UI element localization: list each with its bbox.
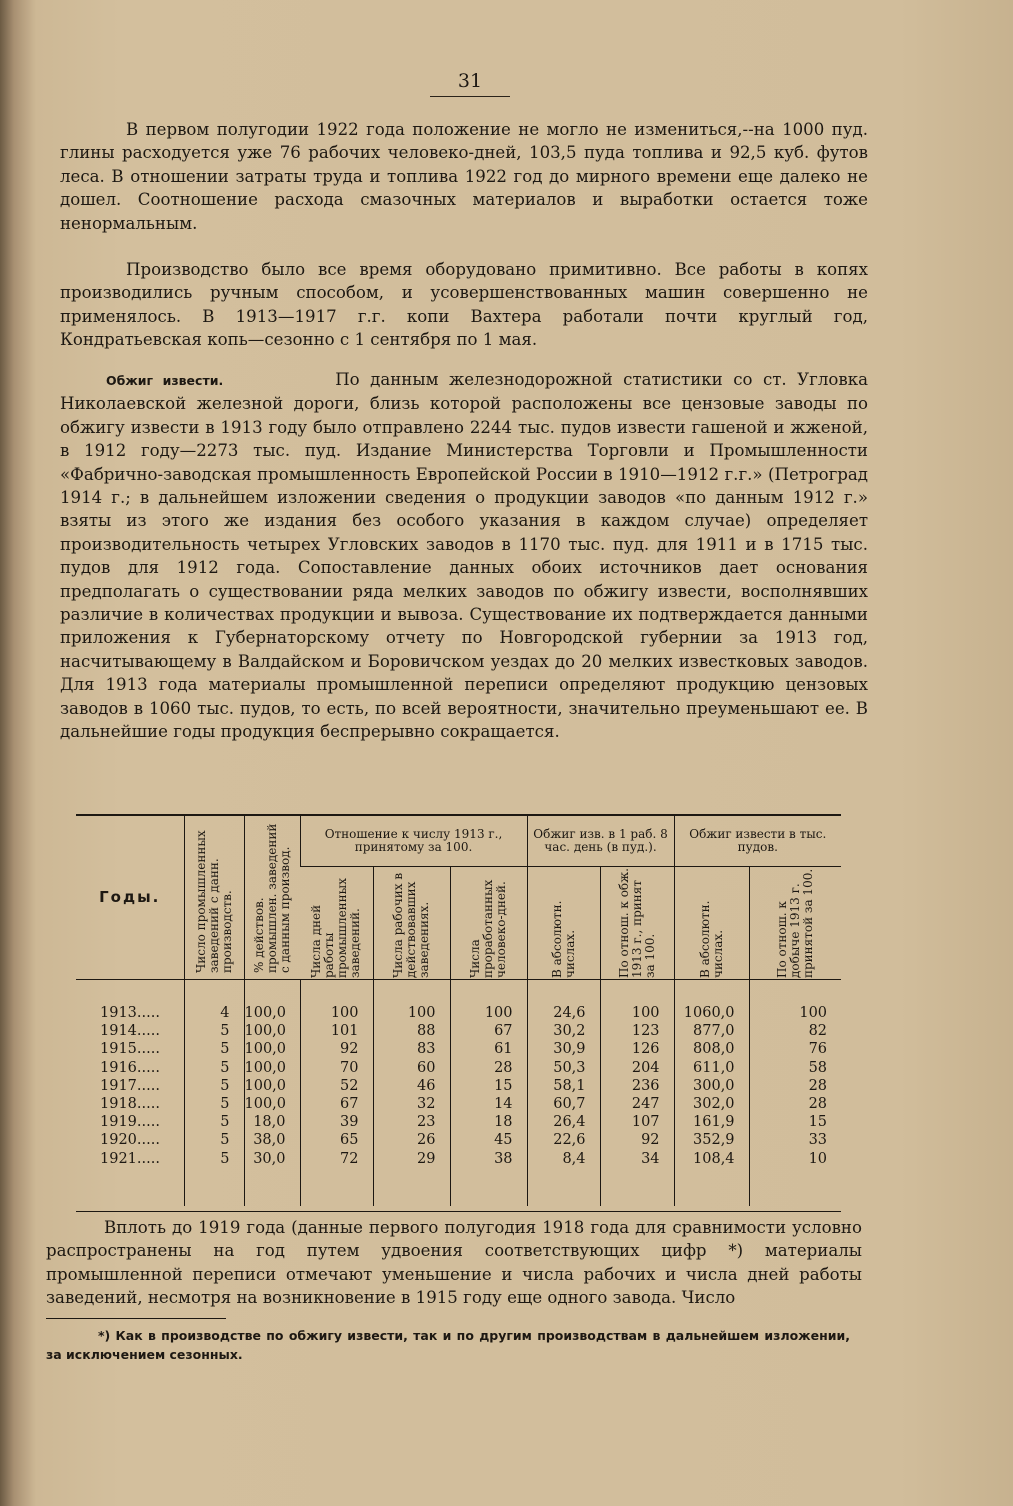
table-cell-days: 52 <box>300 1077 373 1095</box>
paragraph-4-text: Вплоть до 1919 года (данные первого полугодия 1918 года для сравнимости условно распространены на год путем удвоения соответствующих цифр *) материалы промышленной переписи отмечают уменьшение и числа рабочих и числа дней работы заведений, несмотря на возникновение в 1915 году еще одного завода. Число <box>46 1218 862 1308</box>
table-cell-pw-rel: 100 <box>600 1004 674 1022</box>
table-cell-pw-abs: 26,4 <box>527 1113 600 1131</box>
table-row <box>76 1077 841 1095</box>
table-cell-year: 1914..... <box>100 1023 160 1040</box>
table-cell-pw-abs: 22,6 <box>527 1131 600 1149</box>
table-cell-pw-rel: 204 <box>600 1059 674 1077</box>
table-cell-pw-rel: 92 <box>600 1131 674 1149</box>
header-out-abs-text: В абсолютн. числах. <box>697 900 725 978</box>
table-cell-days: 100 <box>300 1004 373 1022</box>
table-cell-mandays: 15 <box>450 1077 527 1095</box>
table-cell-workers: 100 <box>373 1004 450 1022</box>
table-cell-mandays: 18 <box>450 1113 527 1131</box>
table-cell-days: 72 <box>300 1150 373 1168</box>
table-cell-out-abs: 161,9 <box>674 1113 749 1131</box>
table-cell-year: 1919..... <box>100 1114 160 1131</box>
paragraph-4 <box>46 1216 862 1310</box>
section-heading: Обжиг извести. <box>106 373 224 388</box>
header-workers-text: Числа рабочих в действовавших заведениях. <box>391 872 431 978</box>
table-row <box>76 1022 841 1040</box>
header-group-per-worker: Обжиг изв. в 1 раб. 8 час. день (в пуд.). <box>527 816 674 867</box>
header-pw-rel <box>600 867 674 980</box>
table-cell-year: 1921..... <box>100 1150 160 1167</box>
table-cell-year: 1920..... <box>100 1132 160 1149</box>
header-workers <box>373 867 450 980</box>
table-cell-out-rel: 10 <box>749 1150 841 1168</box>
table-cell-pw-abs: 30,2 <box>527 1022 600 1040</box>
table-cell-days: 67 <box>300 1095 373 1113</box>
table-cell-pct: 100,0 <box>244 1059 300 1077</box>
header-mandays-text: Числа проработанных человеко-дней. <box>468 879 508 978</box>
table-cell-mandays: 67 <box>450 1022 527 1040</box>
table-cell-pct: 100,0 <box>244 1095 300 1113</box>
table-cell-pw-rel: 123 <box>600 1022 674 1040</box>
footnote: *) Как в производстве по обжигу извести, так и по другим производствам в дальнейшем изложении, за исключением сезонных. <box>46 1328 850 1362</box>
header-count <box>184 816 244 980</box>
header-count-text: Число промышленных заведений с данн. производств. <box>193 829 234 973</box>
header-days <box>300 867 373 980</box>
table-row <box>76 1131 841 1149</box>
table-cell-count: 5 <box>184 1113 244 1131</box>
table-cell-out-abs: 1060,0 <box>674 1004 749 1022</box>
table-cell-pw-rel: 34 <box>600 1150 674 1168</box>
header-pw-abs <box>527 867 600 980</box>
table-cell-count: 5 <box>184 1150 244 1168</box>
table-row <box>76 1040 841 1058</box>
table-cell-out-rel: 100 <box>749 1004 841 1022</box>
table-cell-workers: 60 <box>373 1059 450 1077</box>
table-cell-pct: 100,0 <box>244 1077 300 1095</box>
table-cell-out-rel: 33 <box>749 1131 841 1149</box>
table-row <box>76 1095 841 1113</box>
table-cell-out-rel: 15 <box>749 1113 841 1131</box>
table-cell-pw-abs: 58,1 <box>527 1077 600 1095</box>
table-cell-count: 5 <box>184 1131 244 1149</box>
table-cell-mandays: 61 <box>450 1040 527 1058</box>
header-out-rel <box>749 867 841 980</box>
table-cell-count: 5 <box>184 1059 244 1077</box>
table-cell-year: 1916..... <box>100 1059 160 1076</box>
table-cell-pw-rel: 247 <box>600 1095 674 1113</box>
header-years: Годы. <box>99 888 161 906</box>
table-cell-pct: 100,0 <box>244 1022 300 1040</box>
table-cell-mandays: 38 <box>450 1150 527 1168</box>
header-pw-abs-text: В абсолютн. числах. <box>549 900 577 978</box>
table-cell-days: 65 <box>300 1131 373 1149</box>
header-group-ratio: Отношение к числу 1913 г., принятому за 100. <box>300 816 527 867</box>
table-cell-year: 1917..... <box>100 1077 160 1094</box>
table-row <box>76 1150 841 1168</box>
table-cell-out-abs: 302,0 <box>674 1095 749 1113</box>
table-cell-count: 5 <box>184 1022 244 1040</box>
table-cell-days: 39 <box>300 1113 373 1131</box>
header-pct <box>244 816 300 980</box>
header-group-output: Обжиг извести в тыс. пудов. <box>674 816 841 867</box>
table-cell-year: 1913..... <box>100 1005 160 1021</box>
table-cell-pw-abs: 50,3 <box>527 1059 600 1077</box>
table-cell-mandays: 14 <box>450 1095 527 1113</box>
table-cell-pw-abs: 8,4 <box>527 1150 600 1168</box>
table-cell-workers: 32 <box>373 1095 450 1113</box>
table-cell-workers: 88 <box>373 1022 450 1040</box>
table-cell-out-abs: 300,0 <box>674 1077 749 1095</box>
header-out-rel-text: По отнош. к добыче 1913 г. принятой за 100. <box>774 868 815 978</box>
table-cell-mandays: 45 <box>450 1131 527 1149</box>
table-row <box>76 1059 841 1077</box>
page-number: 31 <box>430 70 510 97</box>
table-cell-out-abs: 108,4 <box>674 1150 749 1168</box>
paragraph-3-text: По данным железнодорожной статистики со ст. Угловка Николаевской железной дороги, близь которой расположены все цензовые заводы по обжигу извести в 1913 году было отправлено 2244 тыс. пудов извести гашеной и жженой, в 1912 году—2273 тыс. пуд. Издание Министерства Торговли и Промышленности «Фабрично-заводская промышленность Европейской России в 1910—1912 г.г.» (Петроград 1914 г.; в дальнейшем изложении сведения о продукции заводов «по данным 1912 г.» взяты из этого же издания без особого указания в каждом случае) определяет производительность четырех Угловских заводов в 1170 тыс. пуд. для 1911 и в 1715 тыс. пудов для 1912 года. Сопоставление данных обоих источников дает основания предполагать о существовании ряда мелких заводов по обжигу извести, восполнявших различие в количествах продукции и вывоза. Существование их подтверждается данными приложения к Губернаторскому отчету по Новгородской губернии за 1913 год, насчитывающему в Валдайском и Боровичском уездах до 20 мелких известковых заводов. Для 1913 года материалы промышленной переписи определяют продукцию цензовых заводов в 1060 тыс. пудов, то есть, по всей вероятности, значительно преуменьшают ее. В дальнейшие годы продукция беспрерывно сокращается. <box>60 370 868 742</box>
table-cell-pw-rel: 236 <box>600 1077 674 1095</box>
table-row <box>76 1004 841 1022</box>
header-out-abs <box>674 867 749 980</box>
table-row <box>76 1113 841 1131</box>
paragraph-1-text: В первом полугодии 1922 года положение не могло не измениться,--на 1000 пуд. глины расходуется уже 76 рабочих человеко-дней, 103,5 пуда топлива и 92,5 куб. футов леса. В отношении затраты труда и топлива 1922 год до мирного времени еще далеко не дошел. Соотношение расхода смазочных материалов и выработки остается тоже ненормальным. <box>60 120 868 233</box>
lime-burning-table <box>76 814 841 1212</box>
table-cell-pw-rel: 126 <box>600 1040 674 1058</box>
table-cell-days: 92 <box>300 1040 373 1058</box>
header-days-text: Числа дней работы промышленных заведений. <box>309 878 363 978</box>
table-cell-mandays: 100 <box>450 1004 527 1022</box>
table-cell-out-abs: 808,0 <box>674 1040 749 1058</box>
table-cell-year: 1918..... <box>100 1096 160 1113</box>
table-cell-year: 1915..... <box>100 1041 160 1058</box>
header-pw-rel-text: По отнош. к обж. 1913 г., принят за 100. <box>616 868 657 978</box>
table-cell-pct: 100,0 <box>244 1040 300 1058</box>
header-mandays <box>450 867 527 980</box>
paragraph-2 <box>60 258 868 352</box>
table-cell-out-rel: 28 <box>749 1077 841 1095</box>
table-cell-pw-rel: 107 <box>600 1113 674 1131</box>
paragraph-2-text: Производство было все время оборудовано примитивно. Все работы в копях производились ручным способом, и усовершенствованных машин совершенно не применялось. В 1913—1917 г.г. копи Вахтера работали почти круглый год, Кондратьевская копь—сезонно с 1 сентября по 1 мая. <box>60 260 868 350</box>
table-cell-workers: 23 <box>373 1113 450 1131</box>
table-cell-count: 5 <box>184 1040 244 1058</box>
paragraph-3 <box>60 368 868 744</box>
table-cell-out-rel: 82 <box>749 1022 841 1040</box>
table-cell-pw-abs: 60,7 <box>527 1095 600 1113</box>
table-cell-workers: 26 <box>373 1131 450 1149</box>
table-cell-pct: 38,0 <box>244 1131 300 1149</box>
table-cell-out-abs: 611,0 <box>674 1059 749 1077</box>
paragraph-1 <box>60 118 868 235</box>
header-pct-text: % действов. промышлен. заведений с данным производ. <box>251 823 292 973</box>
table-cell-count: 5 <box>184 1077 244 1095</box>
table-cell-days: 101 <box>300 1022 373 1040</box>
table-cell-workers: 46 <box>373 1077 450 1095</box>
table-cell-count: 5 <box>184 1095 244 1113</box>
table-cell-pw-abs: 24,6 <box>527 1004 600 1022</box>
table-filler-row <box>76 1168 841 1206</box>
table-cell-out-rel: 76 <box>749 1040 841 1058</box>
footnote-rule <box>46 1318 226 1319</box>
table-cell-out-rel: 58 <box>749 1059 841 1077</box>
table-cell-pw-abs: 30,9 <box>527 1040 600 1058</box>
table-cell-days: 70 <box>300 1059 373 1077</box>
table-cell-pct: 30,0 <box>244 1150 300 1168</box>
table-cell-count: 4 <box>184 1004 244 1022</box>
table-cell-pct: 18,0 <box>244 1113 300 1131</box>
table-cell-out-abs: 352,9 <box>674 1131 749 1149</box>
table-cell-out-rel: 28 <box>749 1095 841 1113</box>
table-cell-workers: 83 <box>373 1040 450 1058</box>
table-cell-mandays: 28 <box>450 1059 527 1077</box>
table-cell-pct: 100,0 <box>244 1004 300 1022</box>
table-cell-out-abs: 877,0 <box>674 1022 749 1040</box>
table-cell-workers: 29 <box>373 1150 450 1168</box>
